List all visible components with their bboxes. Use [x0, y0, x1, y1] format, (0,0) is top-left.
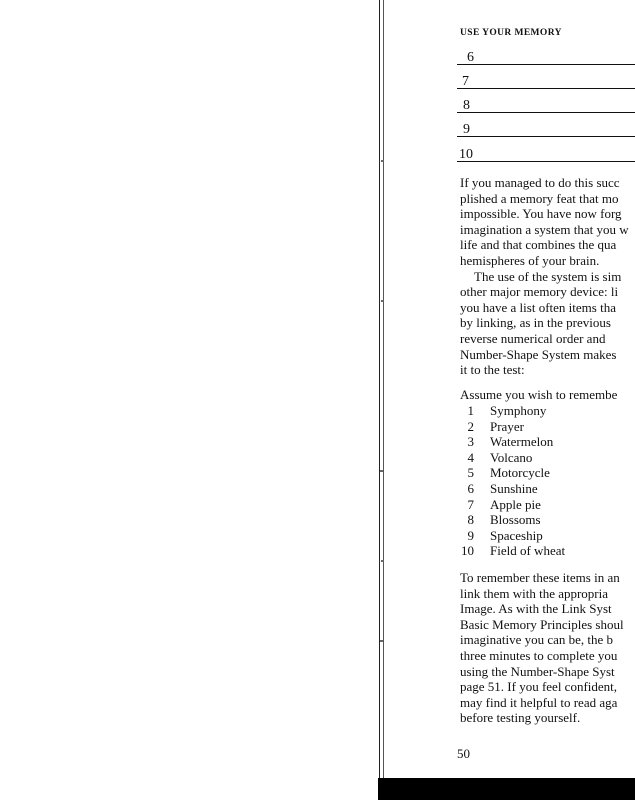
- paragraph-instructions: [460, 570, 635, 726]
- text-line: The use of the system is sim: [474, 268, 622, 284]
- text-line: If you managed to do this succ: [460, 175, 620, 190]
- text-line: it to the test:: [460, 362, 525, 378]
- list-text: Blossoms: [490, 512, 541, 528]
- list-number: 4: [467, 449, 474, 465]
- scan-bottom-edge: [378, 778, 635, 800]
- numbered-blank-line: [457, 143, 635, 162]
- list-text: Watermelon: [490, 434, 554, 450]
- list-number: 10: [461, 543, 474, 559]
- list-text: Sunshine: [490, 480, 538, 496]
- paragraph-intro: [460, 175, 635, 378]
- text-line: other major memory device: li: [460, 284, 619, 300]
- text-line: Image. As with the Link Syst: [460, 601, 612, 617]
- text-line: before testing yourself.: [460, 710, 581, 726]
- numbered-blank-line: [457, 46, 635, 65]
- list-text: Field of wheat: [490, 543, 566, 559]
- assume-line: [460, 387, 635, 403]
- scan-speck: [380, 640, 383, 642]
- list-text: Motorcycle: [490, 465, 550, 481]
- list-number: 5: [467, 465, 474, 481]
- list-number: 3: [467, 434, 474, 450]
- list-text: Apple pie: [490, 496, 541, 512]
- text-line: hemispheres of your brain.: [460, 252, 600, 268]
- gutter-line: [383, 0, 384, 778]
- text-line: life and that combines the qua: [460, 237, 617, 253]
- text-line: To remember these items in an: [460, 570, 620, 585]
- text-line: page 51. If you feel confident,: [460, 679, 618, 695]
- list-text: Volcano: [490, 449, 533, 465]
- list-number: 6: [467, 480, 474, 496]
- list-number: 2: [467, 418, 474, 434]
- book-gutter: [378, 0, 387, 778]
- list-text: Prayer: [490, 418, 524, 434]
- list-number: 9: [467, 527, 474, 543]
- text-line: imagination a system that you w: [460, 221, 629, 237]
- list-text: Spaceship: [490, 527, 543, 543]
- scan-speck: [381, 560, 384, 562]
- running-header: USE YOUR MEMORY: [460, 28, 562, 38]
- text-line: may find it helpful to read aga: [460, 694, 618, 710]
- numbered-blank-line: [457, 70, 635, 89]
- text-line: plished a memory feat that mo: [460, 190, 619, 206]
- numbered-blank-line: [457, 118, 635, 137]
- text-line: by linking, as in the previous: [460, 315, 611, 331]
- scan-speck: [381, 160, 384, 162]
- book-page: [387, 0, 635, 778]
- text-line: Basic Memory Principles shoul: [460, 616, 624, 632]
- scan-speck: [381, 300, 384, 302]
- line-number: 10: [459, 147, 473, 162]
- list-text: Symphony: [490, 403, 547, 418]
- line-number: 9: [463, 122, 470, 137]
- text-line: imaginative you can be, the b: [460, 632, 614, 648]
- text-line: you have a list often items tha: [460, 299, 616, 315]
- text-line: using the Number-Shape Syst: [460, 663, 615, 679]
- list-number: 7: [467, 496, 474, 512]
- text-line: Number-Shape System makes: [460, 346, 617, 362]
- list-number: 8: [467, 512, 474, 528]
- text-line: three minutes to complete you: [460, 647, 618, 663]
- text-line: link them with the appropria: [460, 585, 609, 601]
- text-line: Assume you wish to remembe: [460, 387, 618, 402]
- numbered-blank-line: [457, 94, 635, 113]
- list-number: 1: [467, 403, 474, 418]
- text-line: reverse numerical order and: [460, 330, 606, 346]
- line-number: 6: [467, 50, 474, 65]
- gutter-line: [379, 0, 380, 778]
- line-number: 7: [462, 74, 469, 89]
- page-number: 50: [457, 746, 470, 761]
- text-line: impossible. You have now forg: [460, 206, 622, 222]
- line-number: 8: [463, 98, 470, 113]
- scan-speck: [380, 470, 383, 472]
